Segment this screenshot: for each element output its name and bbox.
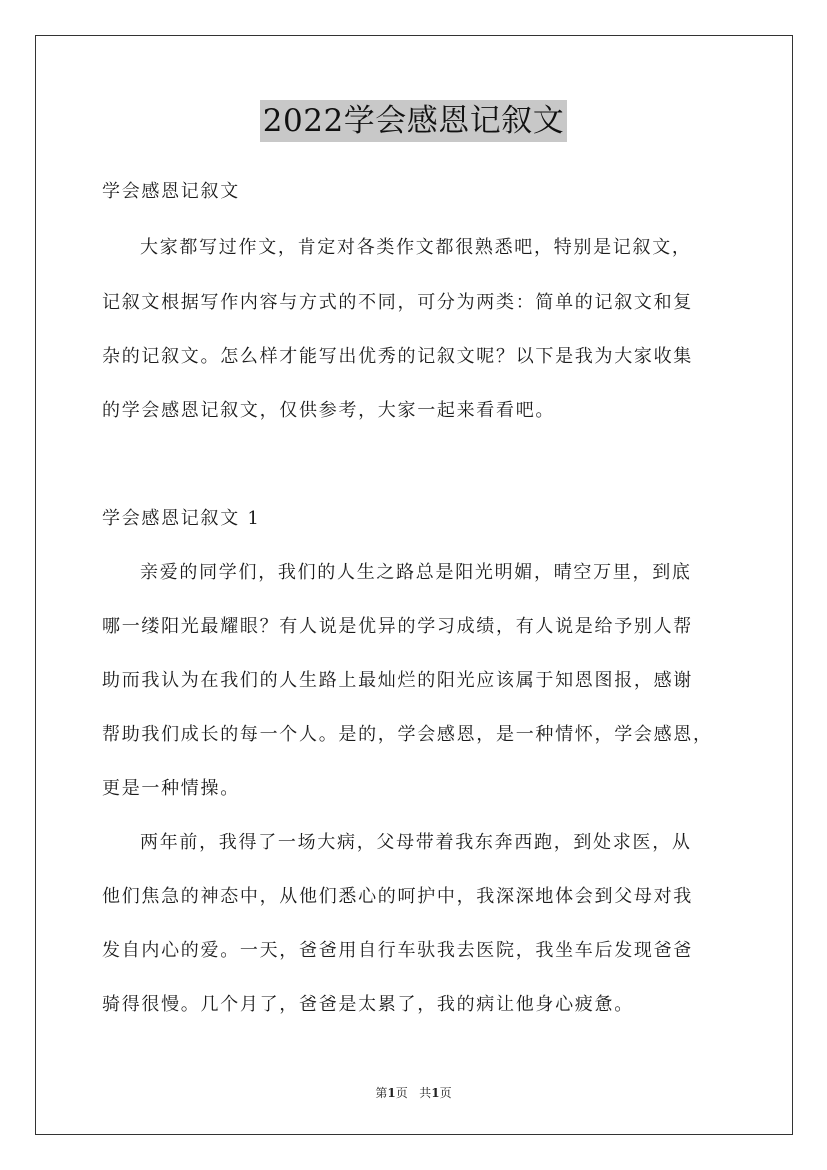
paragraph2-line-1: 两年前，我得了一场大病，父母带着我东奔西跑，到处求医，从 bbox=[140, 832, 692, 853]
page-prefix: 第 bbox=[375, 1086, 388, 1100]
intro-line-3: 杂的记叙文。怎么样才能写出优秀的记叙文呢？以下是我为大家收集 bbox=[102, 346, 693, 367]
paragraph1-line-5: 更是一种情操。 bbox=[102, 778, 240, 799]
page-footer bbox=[0, 1085, 827, 1101]
paragraph2-line-3: 发自内心的爱。一天，爸爸用自行车驮我去医院，我坐车后发现爸爸 bbox=[102, 940, 693, 961]
section-heading: 学会感恩记叙文 bbox=[102, 181, 240, 202]
paragraph2-line-2: 他们焦急的神态中，从他们悉心的呵护中，我深深地体会到父母对我 bbox=[102, 886, 693, 907]
paragraph1-line-2: 哪一缕阳光最耀眼？有人说是优异的学习成绩，有人说是给予别人帮 bbox=[102, 616, 693, 637]
title-container bbox=[0, 100, 827, 142]
essay-heading: 学会感恩记叙文 1 bbox=[102, 508, 261, 529]
paragraph1-line-1: 亲爱的同学们，我们的人生之路总是阳光明媚，晴空万里，到底 bbox=[140, 562, 692, 583]
paragraph1-line-4: 帮助我们成长的每一个人。是的，学会感恩，是一种情怀，学会感恩， bbox=[102, 724, 713, 745]
page-suffix: 页 bbox=[395, 1086, 408, 1100]
intro-line-2: 记叙文根据写作内容与方式的不同，可分为两类：简单的记叙文和复 bbox=[102, 292, 693, 313]
page-number: 1 bbox=[387, 1086, 396, 1100]
document-title: 2022学会感恩记叙文 bbox=[260, 100, 567, 142]
paragraph1-line-3: 助而我认为在我们的人生路上最灿烂的阳光应该属于知恩图报，感谢 bbox=[102, 670, 693, 691]
total-prefix: 共 bbox=[419, 1086, 432, 1100]
intro-line-4: 的学会感恩记叙文，仅供参考，大家一起来看看吧。 bbox=[102, 400, 556, 421]
total-pages: 1 bbox=[431, 1086, 440, 1100]
intro-line-1: 大家都写过作文，肯定对各类作文都很熟悉吧，特别是记叙文， bbox=[140, 237, 692, 258]
paragraph2-line-4: 骑得很慢。几个月了，爸爸是太累了，我的病让他身心疲惫。 bbox=[102, 994, 634, 1015]
total-suffix: 页 bbox=[439, 1086, 452, 1100]
